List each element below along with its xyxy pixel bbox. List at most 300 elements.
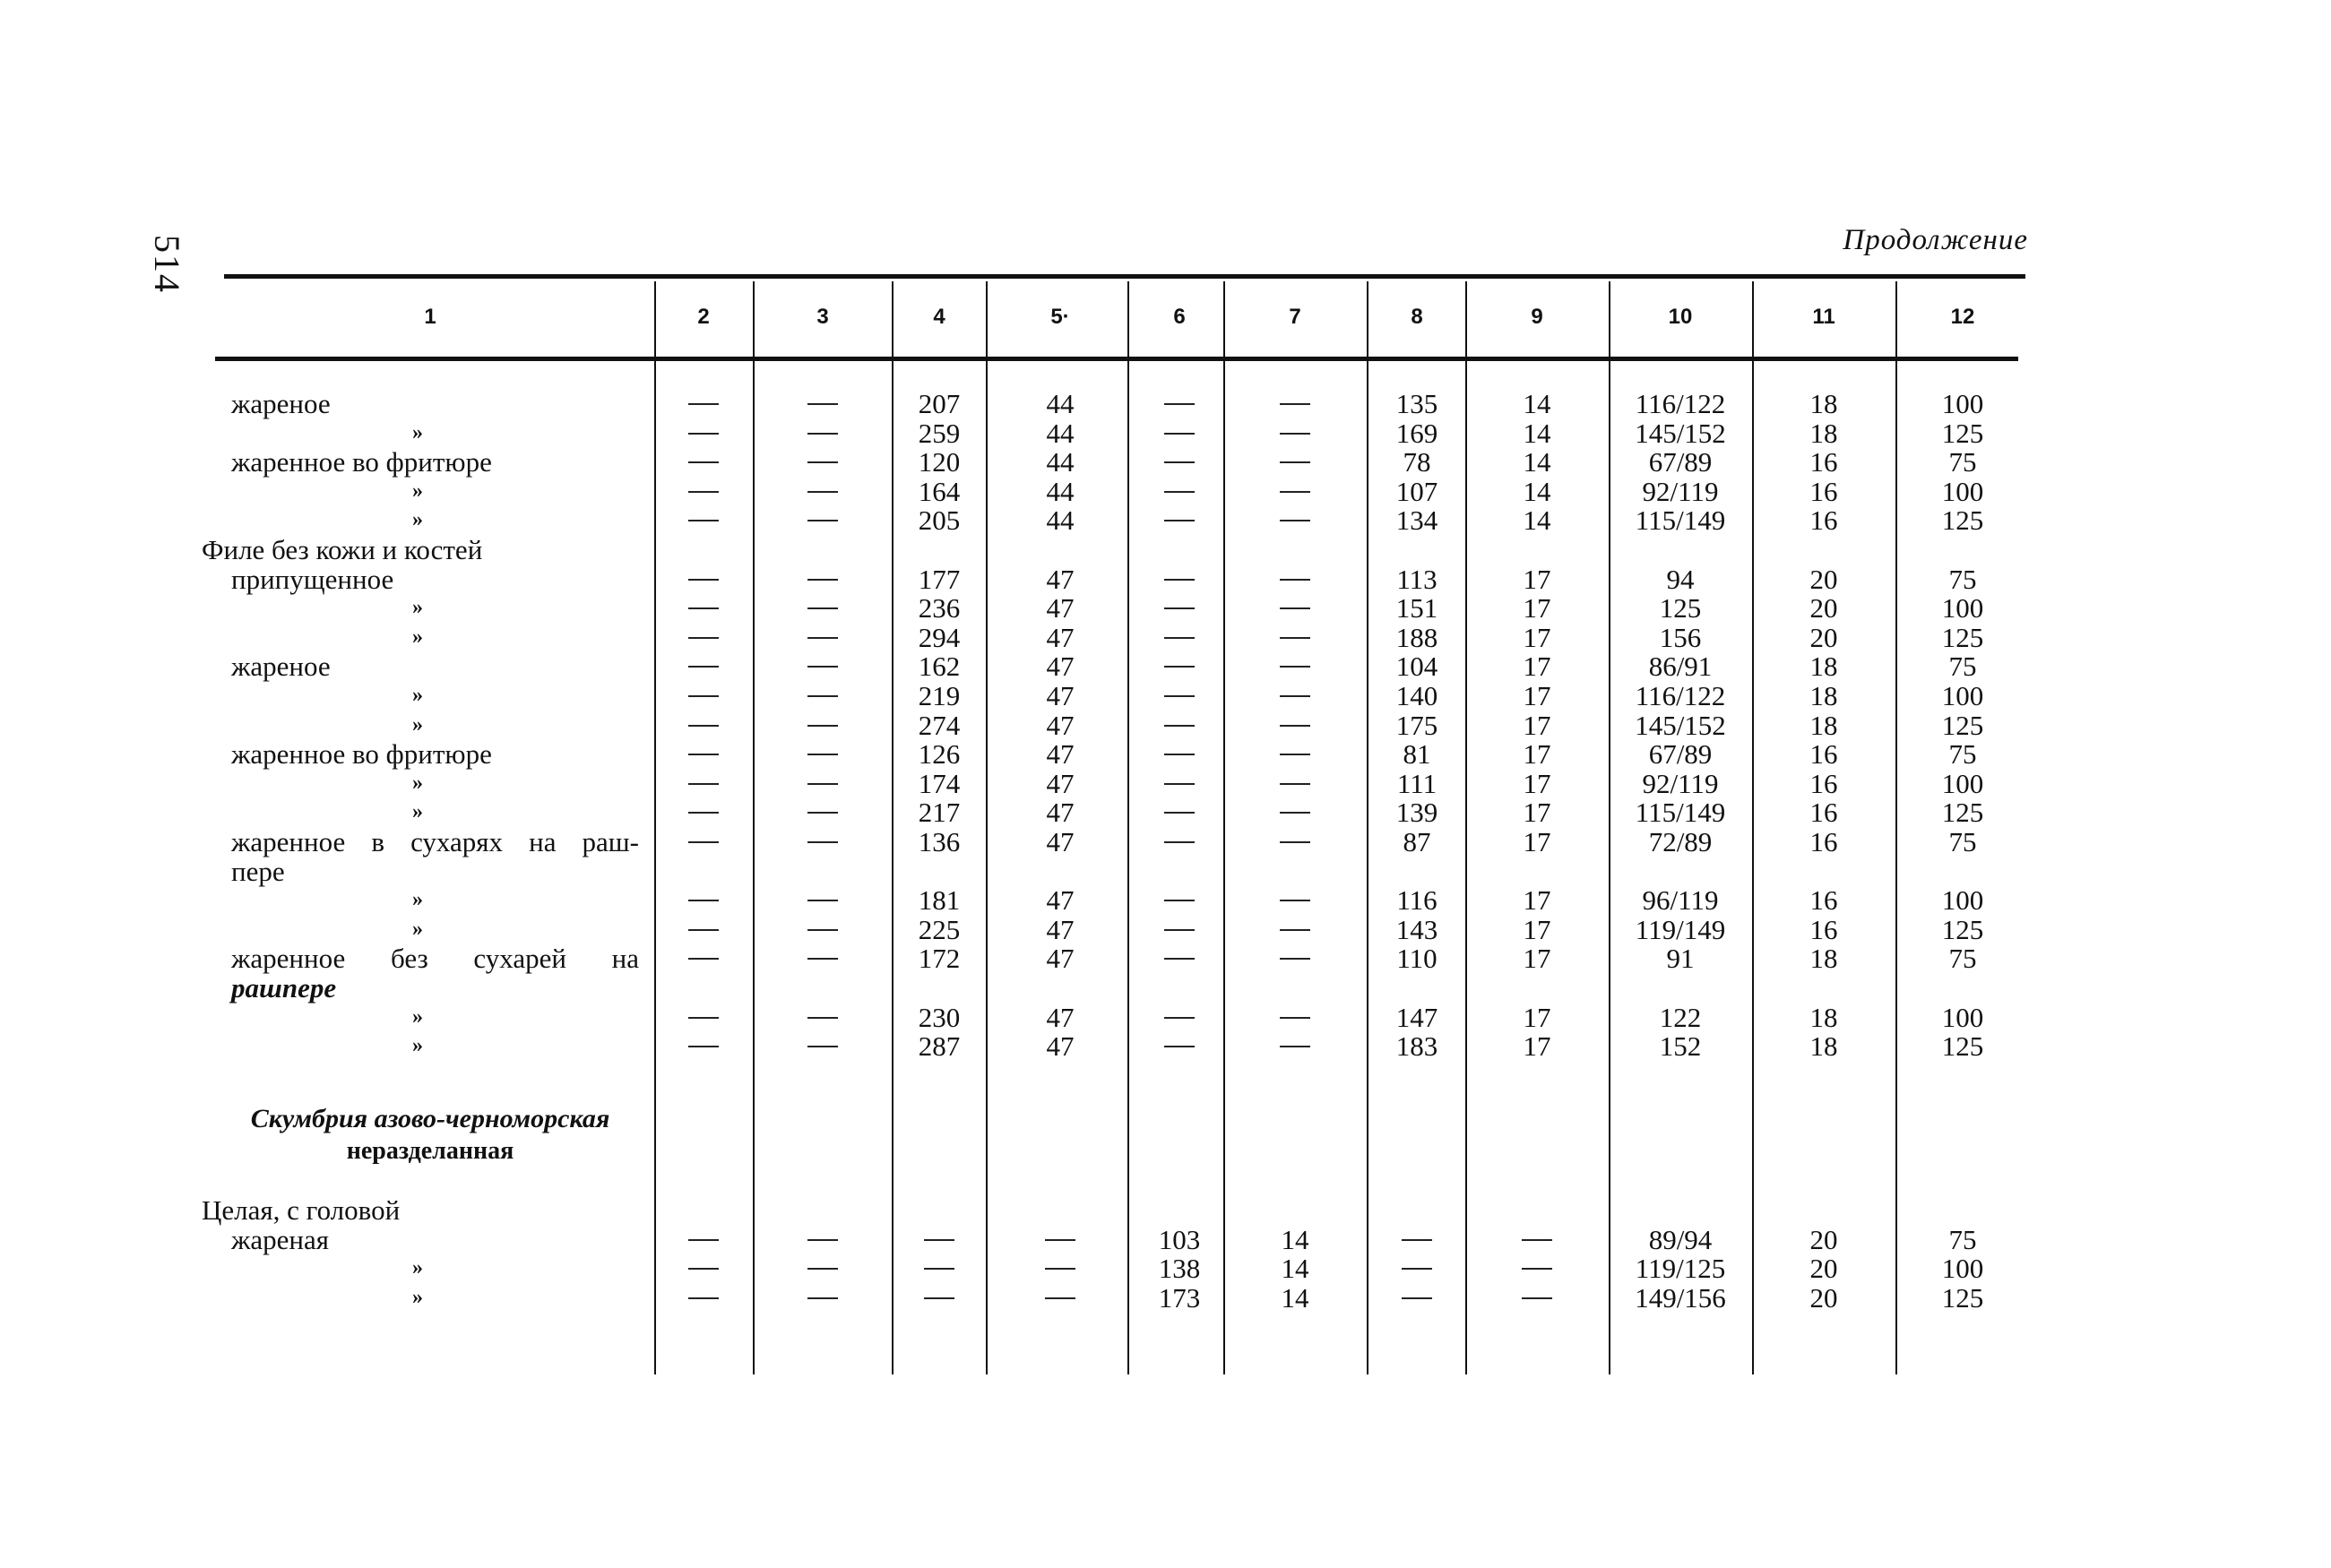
dash-mark xyxy=(807,1046,838,1047)
table-row xyxy=(215,797,2025,827)
dash-mark xyxy=(1280,754,1310,755)
cell-col-11: 16 xyxy=(1809,475,1838,507)
row-label: » xyxy=(412,1256,423,1280)
cell-col-6 xyxy=(1117,885,1242,915)
dash-mark xyxy=(1164,1017,1195,1019)
row-label: » xyxy=(412,420,423,444)
cell-col-7: 14 xyxy=(1281,1281,1309,1314)
continuation-label: Продолжение xyxy=(1843,224,2028,256)
dash-mark xyxy=(807,607,838,609)
cell-col-12: 75 xyxy=(1948,446,1977,478)
dash-mark xyxy=(1164,433,1195,435)
dash-mark xyxy=(807,1268,838,1270)
cell-col-7: 14 xyxy=(1281,1253,1309,1285)
cell-col-2 xyxy=(641,943,766,973)
cell-col-11: 16 xyxy=(1809,884,1838,917)
cell-col-6 xyxy=(1117,593,1242,623)
cell-col-11: 18 xyxy=(1809,388,1838,419)
dash-mark xyxy=(807,666,838,668)
cell-col-10: 125 xyxy=(1659,592,1702,625)
cell-col-5: 47 xyxy=(1046,563,1075,595)
cell-col-2 xyxy=(641,1254,766,1283)
dash-mark xyxy=(807,754,838,755)
page-number: 514 xyxy=(147,235,187,294)
cell-col-8: 169 xyxy=(1395,417,1438,449)
cell-col-10: 116/122 xyxy=(1635,388,1726,419)
cell-col-12: 125 xyxy=(1941,709,1984,741)
cell-col-2 xyxy=(641,505,766,535)
cell-col-6 xyxy=(1117,739,1242,769)
cell-col-5 xyxy=(997,1225,1123,1254)
cell-col-7 xyxy=(1232,1003,1358,1032)
row-label: » xyxy=(412,625,423,649)
cell-col-4: 294 xyxy=(918,621,961,653)
cell-col-6 xyxy=(1117,797,1242,827)
table-row xyxy=(215,418,2025,448)
cell-col-3 xyxy=(760,623,885,652)
cell-col-10: 149/156 xyxy=(1635,1281,1726,1314)
cell-col-4: 219 xyxy=(918,680,961,711)
cell-col-12: 100 xyxy=(1941,388,1984,419)
cell-col-12: 75 xyxy=(1948,563,1977,595)
dash-mark xyxy=(1280,958,1310,960)
cell-col-11: 16 xyxy=(1809,446,1838,478)
cell-col-8: 135 xyxy=(1395,388,1438,419)
cell-col-9: 17 xyxy=(1523,709,1551,741)
cell-col-12: 100 xyxy=(1941,1253,1984,1285)
cell-col-9: 14 xyxy=(1523,417,1551,449)
cell-col-9: 14 xyxy=(1523,446,1551,478)
table-row xyxy=(215,827,2025,857)
cell-col-8: 151 xyxy=(1395,592,1438,625)
column-header-8: 8 xyxy=(1411,305,1423,329)
dash-mark xyxy=(1164,637,1195,639)
column-header-7: 7 xyxy=(1289,305,1301,329)
dash-mark xyxy=(807,841,838,843)
cell-col-2 xyxy=(641,1225,766,1254)
dash-mark xyxy=(1280,1046,1310,1047)
row-label: жареное xyxy=(231,650,331,683)
cell-col-2 xyxy=(641,564,766,594)
table-header-rule xyxy=(215,357,2018,361)
cell-col-11: 16 xyxy=(1809,504,1838,537)
table-row xyxy=(215,1003,2025,1032)
dash-mark xyxy=(1280,637,1310,639)
cell-col-5: 44 xyxy=(1046,475,1075,507)
cell-col-6 xyxy=(1117,1003,1242,1032)
cell-col-2 xyxy=(641,827,766,857)
cell-col-8: 87 xyxy=(1403,826,1431,857)
cell-col-7 xyxy=(1232,651,1358,681)
cell-col-7 xyxy=(1232,915,1358,944)
cell-col-10: 67/89 xyxy=(1648,738,1713,771)
cell-col-4: 136 xyxy=(918,826,961,857)
dash-mark xyxy=(688,461,719,463)
row-label: » xyxy=(412,888,423,912)
column-header-10: 10 xyxy=(1668,305,1693,329)
cell-col-4: 177 xyxy=(918,563,961,595)
dash-mark xyxy=(1402,1268,1432,1270)
dash-mark xyxy=(688,812,719,814)
cell-col-4: 126 xyxy=(918,738,961,771)
table-row xyxy=(215,857,2025,886)
dash-mark xyxy=(924,1239,954,1241)
dash-mark xyxy=(1280,812,1310,814)
cell-col-4: 259 xyxy=(918,417,961,449)
cell-col-6 xyxy=(1117,915,1242,944)
row-label: жаренное без сухарей на xyxy=(231,943,639,975)
dash-mark xyxy=(688,666,719,668)
cell-col-5 xyxy=(997,1254,1123,1283)
dash-mark xyxy=(807,1297,838,1299)
cell-col-4: 164 xyxy=(918,475,961,507)
cell-col-2 xyxy=(641,389,766,418)
dash-mark xyxy=(1280,929,1310,931)
row-label: жареное xyxy=(231,388,331,419)
cell-col-12: 75 xyxy=(1948,738,1977,771)
dash-mark xyxy=(807,958,838,960)
dash-mark xyxy=(807,637,838,639)
cell-col-2 xyxy=(641,623,766,652)
cell-col-10: 115/149 xyxy=(1635,504,1726,537)
dash-mark xyxy=(1280,403,1310,405)
cell-col-8: 183 xyxy=(1395,1030,1438,1063)
cell-col-5: 47 xyxy=(1046,621,1075,653)
dash-mark xyxy=(807,461,838,463)
cell-col-12: 75 xyxy=(1948,826,1977,857)
dash-mark xyxy=(688,695,719,697)
cell-col-10: 152 xyxy=(1659,1030,1702,1063)
column-header-9: 9 xyxy=(1531,305,1543,329)
dash-mark xyxy=(1164,1046,1195,1047)
cell-col-9: 17 xyxy=(1523,621,1551,653)
cell-col-3 xyxy=(760,1283,885,1313)
cell-col-12: 125 xyxy=(1941,621,1984,653)
cell-col-12: 75 xyxy=(1948,650,1977,683)
table-row xyxy=(215,447,2025,477)
row-label: » xyxy=(412,712,423,737)
cell-col-10: 92/119 xyxy=(1642,475,1719,507)
cell-col-5: 47 xyxy=(1046,884,1075,917)
cell-col-11: 18 xyxy=(1809,1001,1838,1033)
dash-mark xyxy=(807,725,838,727)
cell-col-11: 20 xyxy=(1809,621,1838,653)
cell-col-4: 274 xyxy=(918,709,961,741)
cell-col-12: 100 xyxy=(1941,767,1984,799)
cell-col-7 xyxy=(1232,681,1358,711)
dash-mark xyxy=(688,783,719,785)
row-label: » xyxy=(412,684,423,707)
dash-mark xyxy=(1402,1239,1432,1241)
dash-mark xyxy=(1280,461,1310,463)
cell-col-6 xyxy=(1117,1031,1242,1061)
dash-mark xyxy=(1164,783,1195,785)
cell-col-2 xyxy=(641,1283,766,1313)
cell-col-2 xyxy=(641,711,766,740)
cell-col-12: 125 xyxy=(1941,913,1984,945)
cell-col-10: 94 xyxy=(1666,563,1695,595)
cell-col-7 xyxy=(1232,711,1358,740)
cell-col-6 xyxy=(1117,827,1242,857)
section-title: Скумбрия азово-черноморская xyxy=(250,1104,610,1133)
cell-col-8: 140 xyxy=(1395,680,1438,711)
cell-col-12: 125 xyxy=(1941,797,1984,829)
cell-col-11: 20 xyxy=(1809,592,1838,625)
cell-col-8: 188 xyxy=(1395,621,1438,653)
cell-col-10: 92/119 xyxy=(1642,767,1719,799)
column-header-5: 5· xyxy=(1050,305,1070,329)
row-label: » xyxy=(412,508,423,532)
row-label: » xyxy=(412,771,423,795)
row-label: » xyxy=(412,596,423,620)
dash-mark xyxy=(807,929,838,931)
dash-mark xyxy=(1280,520,1310,521)
cell-col-2 xyxy=(641,885,766,915)
cell-col-5: 47 xyxy=(1046,767,1075,799)
cell-col-5: 47 xyxy=(1046,797,1075,829)
cell-col-8 xyxy=(1354,1283,1480,1313)
cell-col-4: 207 xyxy=(918,388,961,419)
cell-col-5: 47 xyxy=(1046,680,1075,711)
row-label: жаренное в сухарях на раш- xyxy=(231,826,639,857)
cell-col-12: 75 xyxy=(1948,943,1977,975)
cell-col-2 xyxy=(641,447,766,477)
dash-mark xyxy=(1164,579,1195,581)
cell-col-5: 47 xyxy=(1046,738,1075,771)
cell-col-5: 47 xyxy=(1046,826,1075,857)
cell-col-4: 236 xyxy=(918,592,961,625)
cell-col-12: 125 xyxy=(1941,504,1984,537)
row-label: » xyxy=(412,1285,423,1309)
cell-col-11: 18 xyxy=(1809,709,1838,741)
dash-mark xyxy=(1164,812,1195,814)
cell-col-9: 17 xyxy=(1523,738,1551,771)
dash-mark xyxy=(1164,461,1195,463)
column-header-3: 3 xyxy=(816,305,829,329)
dash-mark xyxy=(1164,929,1195,931)
cell-col-3 xyxy=(760,681,885,711)
cell-col-9 xyxy=(1474,1283,1600,1313)
cell-col-12: 100 xyxy=(1941,884,1984,917)
cell-col-6 xyxy=(1117,477,1242,506)
cell-col-6: 103 xyxy=(1158,1223,1201,1255)
cell-col-5: 44 xyxy=(1046,417,1075,449)
row-label: Филе без кожи и костей xyxy=(202,534,483,565)
dash-mark xyxy=(1280,783,1310,785)
cell-col-9: 17 xyxy=(1523,563,1551,595)
cell-col-6: 173 xyxy=(1158,1281,1201,1314)
cell-col-11: 18 xyxy=(1809,943,1838,975)
cell-col-6 xyxy=(1117,943,1242,973)
dash-mark xyxy=(1164,725,1195,727)
row-label: жаренное во фритюре xyxy=(231,738,492,771)
cell-col-8 xyxy=(1354,1254,1480,1283)
cell-col-4: 181 xyxy=(918,884,961,917)
cell-col-7 xyxy=(1232,1031,1358,1061)
cell-col-7 xyxy=(1232,389,1358,418)
dash-mark xyxy=(688,1297,719,1299)
dash-mark xyxy=(1045,1239,1075,1241)
cell-col-9: 14 xyxy=(1523,475,1551,507)
cell-col-5: 44 xyxy=(1046,388,1075,419)
dash-mark xyxy=(1280,666,1310,668)
column-header-1: 1 xyxy=(424,305,436,329)
cell-col-11: 16 xyxy=(1809,826,1838,857)
dash-mark xyxy=(688,579,719,581)
cell-col-9: 17 xyxy=(1523,1001,1551,1033)
dash-mark xyxy=(688,841,719,843)
cell-col-12: 100 xyxy=(1941,592,1984,625)
cell-col-2 xyxy=(641,739,766,769)
cell-col-12: 75 xyxy=(1948,1223,1977,1255)
cell-col-10: 122 xyxy=(1659,1001,1702,1033)
cell-col-9: 17 xyxy=(1523,1030,1551,1063)
cell-col-7 xyxy=(1232,477,1358,506)
row-label: жаренное во фритюре xyxy=(231,446,492,478)
cell-col-9: 14 xyxy=(1523,504,1551,537)
cell-col-4: 205 xyxy=(918,504,961,537)
cell-col-6: 138 xyxy=(1158,1253,1201,1285)
cell-col-8: 147 xyxy=(1395,1001,1438,1033)
cell-col-8: 107 xyxy=(1395,475,1438,507)
table-row xyxy=(215,915,2025,944)
cell-col-8: 104 xyxy=(1395,650,1438,683)
cell-col-6 xyxy=(1117,418,1242,448)
cell-col-11: 20 xyxy=(1809,1253,1838,1285)
cell-col-9: 17 xyxy=(1523,650,1551,683)
cell-col-8: 113 xyxy=(1396,563,1437,595)
table-row xyxy=(215,505,2025,535)
cell-col-2 xyxy=(641,797,766,827)
cell-col-9: 17 xyxy=(1523,884,1551,917)
cell-col-10: 91 xyxy=(1666,943,1695,975)
dash-mark xyxy=(1280,491,1310,493)
cell-col-6 xyxy=(1117,389,1242,418)
table-row xyxy=(215,973,2025,1003)
cell-col-4: 287 xyxy=(918,1030,961,1063)
dash-mark xyxy=(688,1239,719,1241)
cell-col-2 xyxy=(641,1031,766,1061)
section-subtitle: неразделанная xyxy=(346,1137,514,1165)
column-header-4: 4 xyxy=(933,305,945,329)
dash-mark xyxy=(807,695,838,697)
cell-col-9: 17 xyxy=(1523,943,1551,975)
table-row xyxy=(215,1225,2025,1254)
dash-mark xyxy=(1164,491,1195,493)
cell-col-11: 16 xyxy=(1809,797,1838,829)
row-label: » xyxy=(412,917,423,941)
dash-mark xyxy=(807,812,838,814)
row-label: » xyxy=(412,1034,423,1058)
dash-mark xyxy=(688,433,719,435)
row-label: жареная xyxy=(231,1223,330,1255)
column-header-12: 12 xyxy=(1950,305,1975,329)
dash-mark xyxy=(1280,900,1310,901)
dash-mark xyxy=(807,1239,838,1241)
cell-col-7 xyxy=(1232,623,1358,652)
cell-col-5: 47 xyxy=(1046,1030,1075,1063)
cell-col-5: 47 xyxy=(1046,943,1075,975)
cell-col-12: 125 xyxy=(1941,1281,1984,1314)
cell-col-12: 100 xyxy=(1941,1001,1984,1033)
cell-col-10: 96/119 xyxy=(1642,884,1719,917)
cell-col-3 xyxy=(760,769,885,798)
dash-mark xyxy=(807,579,838,581)
cell-col-4 xyxy=(876,1225,1002,1254)
table-row xyxy=(215,564,2025,594)
cell-col-4: 225 xyxy=(918,913,961,945)
cell-col-3 xyxy=(760,651,885,681)
cell-col-10: 119/125 xyxy=(1635,1253,1726,1285)
table-row xyxy=(215,1254,2025,1283)
cell-col-7 xyxy=(1232,943,1358,973)
dash-mark xyxy=(1280,841,1310,843)
row-label: Целая, с головой xyxy=(202,1194,401,1226)
cell-col-11: 16 xyxy=(1809,767,1838,799)
dash-mark xyxy=(1522,1268,1552,1270)
cell-col-4: 174 xyxy=(918,767,961,799)
cell-col-11: 18 xyxy=(1809,417,1838,449)
cell-col-7 xyxy=(1232,885,1358,915)
dash-mark xyxy=(1522,1239,1552,1241)
cell-col-6 xyxy=(1117,681,1242,711)
cell-col-7 xyxy=(1232,739,1358,769)
cell-col-3 xyxy=(760,711,885,740)
cell-col-12: 100 xyxy=(1941,680,1984,711)
cell-col-9: 17 xyxy=(1523,826,1551,857)
dash-mark xyxy=(688,491,719,493)
dash-mark xyxy=(688,520,719,521)
cell-col-8: 81 xyxy=(1403,738,1431,771)
dash-mark xyxy=(1164,520,1195,521)
cell-col-2 xyxy=(641,681,766,711)
cell-col-11: 18 xyxy=(1809,650,1838,683)
cell-col-3 xyxy=(760,389,885,418)
cell-col-8: 78 xyxy=(1403,446,1431,478)
cell-col-3 xyxy=(760,477,885,506)
dash-mark xyxy=(807,900,838,901)
cell-col-10: 145/152 xyxy=(1635,709,1726,741)
cell-col-12: 100 xyxy=(1941,475,1984,507)
cell-col-3 xyxy=(760,447,885,477)
table-row xyxy=(215,1031,2025,1061)
table-row xyxy=(215,885,2025,915)
cell-col-5: 44 xyxy=(1046,504,1075,537)
dash-mark xyxy=(807,783,838,785)
cell-col-8: 175 xyxy=(1395,709,1438,741)
row-label: » xyxy=(412,1004,423,1029)
table-row xyxy=(215,739,2025,769)
cell-col-11: 20 xyxy=(1809,1281,1838,1314)
cell-col-3 xyxy=(760,885,885,915)
cell-col-5: 47 xyxy=(1046,709,1075,741)
cell-col-10: 89/94 xyxy=(1648,1223,1713,1255)
cell-col-12: 125 xyxy=(1941,417,1984,449)
dash-mark xyxy=(1522,1297,1552,1299)
cell-col-3 xyxy=(760,915,885,944)
dash-mark xyxy=(807,491,838,493)
dash-mark xyxy=(1164,403,1195,405)
dash-mark xyxy=(688,929,719,931)
dash-mark xyxy=(688,1268,719,1270)
cell-col-5: 47 xyxy=(1046,1001,1075,1033)
table-row xyxy=(215,651,2025,681)
row-label: » xyxy=(412,478,423,503)
table-row xyxy=(215,943,2025,973)
dash-mark xyxy=(1280,1017,1310,1019)
column-header-6: 6 xyxy=(1173,305,1186,329)
dash-mark xyxy=(688,403,719,405)
